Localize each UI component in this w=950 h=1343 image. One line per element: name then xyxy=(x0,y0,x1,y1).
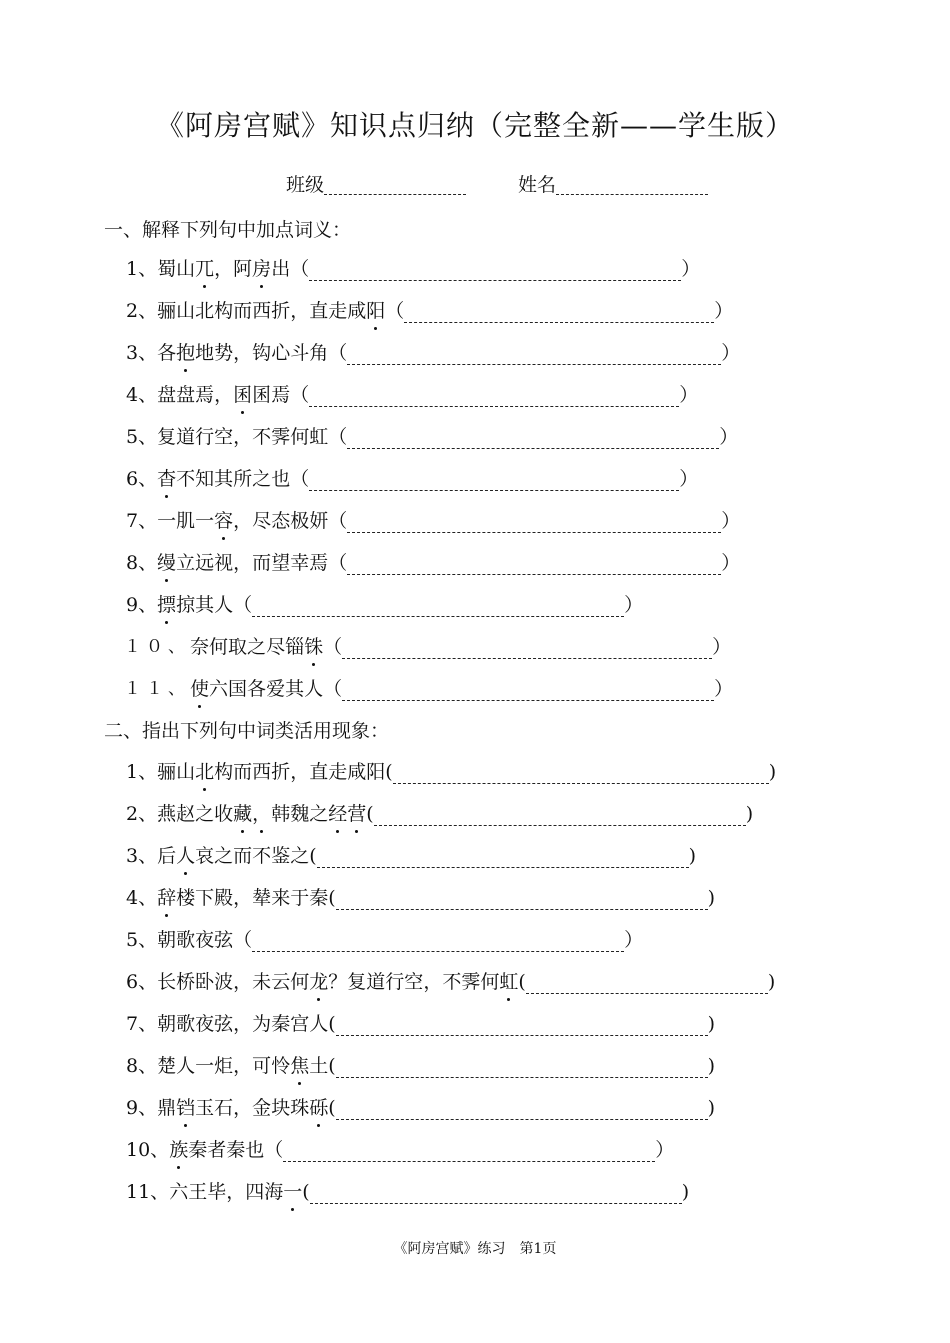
item-number: 2、 xyxy=(126,803,158,825)
paren-open: （ xyxy=(328,552,348,574)
paren-open: （ xyxy=(290,258,310,280)
item-sentence: 朝歌夜弦，为秦宫人 xyxy=(157,1013,329,1035)
item-sentence: 楚人一炬，可怜焦土 xyxy=(157,1055,329,1077)
item-number: 9、 xyxy=(126,1097,158,1119)
item-number: 1、 xyxy=(126,258,158,280)
section1-item-6 xyxy=(126,466,698,500)
section2-item-2 xyxy=(126,801,753,835)
name-label: 姓名 xyxy=(518,174,557,196)
answer-blank[interactable] xyxy=(393,759,769,784)
item-number: 3、 xyxy=(126,845,158,867)
answer-blank[interactable] xyxy=(342,676,714,701)
section1-item-3 xyxy=(126,340,740,374)
paren-open: （ xyxy=(323,636,343,658)
item-number: 6、 xyxy=(126,468,158,490)
item-number: 5、 xyxy=(126,426,158,448)
section2-item-1 xyxy=(126,759,776,793)
paren-open: （ xyxy=(328,426,348,448)
answer-blank[interactable] xyxy=(309,382,679,407)
section2-item-10 xyxy=(126,1137,674,1171)
paren-close: ) xyxy=(767,971,776,993)
item-sentence: 各抱地势，钩心斗角 xyxy=(157,342,329,364)
section2-item-7 xyxy=(126,1011,715,1045)
answer-blank[interactable] xyxy=(336,1053,708,1078)
paren-close: ） xyxy=(679,468,699,490)
paren-open: （ xyxy=(233,594,253,616)
paren-close: ） xyxy=(681,258,701,280)
paren-close: ） xyxy=(714,300,734,322)
answer-blank[interactable] xyxy=(374,801,746,826)
section1-item-10 xyxy=(124,634,731,668)
section2-item-3 xyxy=(126,843,696,877)
answer-blank[interactable] xyxy=(252,927,624,952)
answer-blank[interactable] xyxy=(283,1137,655,1162)
item-sentence: 骊山北构而西折，直走咸阳 xyxy=(157,300,386,322)
paren-close: ） xyxy=(655,1139,675,1161)
item-sentence: 朝歌夜弦 xyxy=(157,929,234,951)
paren-open: （ xyxy=(290,468,310,490)
section1-item-5 xyxy=(126,424,738,458)
answer-blank[interactable] xyxy=(347,424,719,449)
paren-close: ) xyxy=(768,761,777,783)
item-sentence: 缦立远视，而望幸焉 xyxy=(157,552,329,574)
paren-open: ( xyxy=(385,761,393,783)
item-sentence: 骊山北构而西折，直走咸阳 xyxy=(157,761,386,783)
item-number: 8、 xyxy=(126,1055,158,1077)
answer-blank[interactable] xyxy=(347,550,721,575)
section2-item-8 xyxy=(126,1053,715,1087)
answer-blank[interactable] xyxy=(526,969,768,994)
item-sentence: 辞楼下殿，辇来于秦 xyxy=(157,887,329,909)
item-sentence: 奈何取之尽锱铢 xyxy=(190,636,324,658)
paren-open: ( xyxy=(366,803,374,825)
paren-open: （ xyxy=(233,929,253,951)
paren-open: （ xyxy=(290,384,310,406)
paren-close: ） xyxy=(624,929,644,951)
paren-close: ） xyxy=(679,384,699,406)
paren-close: ） xyxy=(721,552,741,574)
item-number: 2、 xyxy=(126,300,158,322)
answer-blank[interactable] xyxy=(342,634,712,659)
section2-item-5 xyxy=(126,927,643,961)
paren-close: ) xyxy=(707,1097,716,1119)
answer-blank[interactable] xyxy=(404,298,714,323)
section2-item-4 xyxy=(126,885,715,919)
paren-open: （ xyxy=(264,1139,284,1161)
item-sentence: 摽掠其人 xyxy=(157,594,234,616)
item-sentence: 复道行空，不霁何虹 xyxy=(157,426,329,448)
item-number: 1、 xyxy=(126,761,158,783)
item-number: 9、 xyxy=(126,594,158,616)
section1-item-9 xyxy=(126,592,643,626)
section2-item-11 xyxy=(126,1179,689,1213)
item-number: 8、 xyxy=(126,552,158,574)
paren-close: ) xyxy=(688,845,697,867)
paren-close: ） xyxy=(712,636,732,658)
paren-close: ） xyxy=(714,678,734,700)
paren-close: ） xyxy=(624,594,644,616)
item-sentence: 鼎铛玉石，金块珠砾 xyxy=(157,1097,329,1119)
item-sentence: 杳不知其所之也 xyxy=(157,468,291,490)
item-number: １０、 xyxy=(124,637,190,657)
section2-item-9 xyxy=(126,1095,715,1129)
section1-item-7 xyxy=(126,508,740,542)
answer-blank[interactable] xyxy=(336,885,708,910)
paren-open: ( xyxy=(328,887,336,909)
class-name-line xyxy=(286,170,708,197)
section1-item-4 xyxy=(126,382,698,416)
paren-close: ) xyxy=(681,1181,690,1203)
paren-open: ( xyxy=(309,845,317,867)
item-number: 7、 xyxy=(126,1013,158,1035)
section2-item-6 xyxy=(126,969,775,1003)
class-label: 班级 xyxy=(286,174,325,196)
paren-open: ( xyxy=(328,1055,336,1077)
section1-heading: 一、解释下列句中加点词义： xyxy=(104,219,352,241)
section1-item-2 xyxy=(126,298,733,332)
paren-open: ( xyxy=(518,971,526,993)
paren-open: ( xyxy=(328,1013,336,1035)
item-number: 5、 xyxy=(126,929,158,951)
paren-open: （ xyxy=(385,300,405,322)
item-number: 10、 xyxy=(126,1139,170,1161)
answer-blank[interactable] xyxy=(309,256,681,281)
paren-close: ) xyxy=(707,1013,716,1035)
item-number: 3、 xyxy=(126,342,158,364)
page-footer: 《阿房宫赋》练习 第1页 xyxy=(393,1241,557,1257)
paren-close: ） xyxy=(721,342,741,364)
answer-blank[interactable] xyxy=(252,592,624,617)
answer-blank[interactable] xyxy=(309,466,679,491)
item-sentence: 蜀山兀，阿房出 xyxy=(157,258,291,280)
item-number: 4、 xyxy=(126,887,158,909)
section1-item-1 xyxy=(126,256,700,290)
paren-close: ) xyxy=(707,1055,716,1077)
paren-open: ( xyxy=(328,1097,336,1119)
item-sentence: 族秦者秦也 xyxy=(169,1139,265,1161)
item-number: 4、 xyxy=(126,384,158,406)
item-sentence: 后人哀之而不鉴之 xyxy=(157,845,310,867)
class-input[interactable] xyxy=(324,176,466,195)
name-input[interactable] xyxy=(556,176,708,195)
item-number: 7、 xyxy=(126,510,158,532)
answer-blank[interactable] xyxy=(336,1011,708,1036)
item-sentence: 盘盘焉，囷囷焉 xyxy=(157,384,291,406)
item-sentence: 一肌一容，尽态极妍 xyxy=(157,510,329,532)
answer-blank[interactable] xyxy=(347,340,721,365)
item-number: 6、 xyxy=(126,971,158,993)
item-sentence: 燕赵之收藏，韩魏之经营 xyxy=(157,803,367,825)
page-title: 《阿房宫赋》知识点归纳（完整全新——学生版） xyxy=(155,109,794,142)
answer-blank[interactable] xyxy=(317,843,689,868)
answer-blank[interactable] xyxy=(310,1179,682,1204)
paren-open: （ xyxy=(323,678,343,700)
paren-close: ) xyxy=(745,803,754,825)
item-number: 11、 xyxy=(126,1181,170,1203)
item-sentence: 使六国各爱其人 xyxy=(190,678,324,700)
item-number: １１、 xyxy=(124,679,190,699)
paren-close: ） xyxy=(719,426,739,448)
item-sentence: 长桥卧波，未云何龙？复道行空，不霁何虹 xyxy=(157,971,519,993)
section1-item-8 xyxy=(126,550,740,584)
answer-blank[interactable] xyxy=(347,508,721,533)
item-sentence: 六王毕，四海一 xyxy=(169,1181,303,1203)
answer-blank[interactable] xyxy=(336,1095,708,1120)
section1-item-11 xyxy=(124,676,733,710)
paren-open: ( xyxy=(302,1181,310,1203)
paren-close: ) xyxy=(707,887,716,909)
paren-close: ） xyxy=(721,510,741,532)
paren-open: （ xyxy=(328,510,348,532)
section2-heading: 二、指出下列句中词类活用现象： xyxy=(104,720,390,742)
paren-open: （ xyxy=(328,342,348,364)
